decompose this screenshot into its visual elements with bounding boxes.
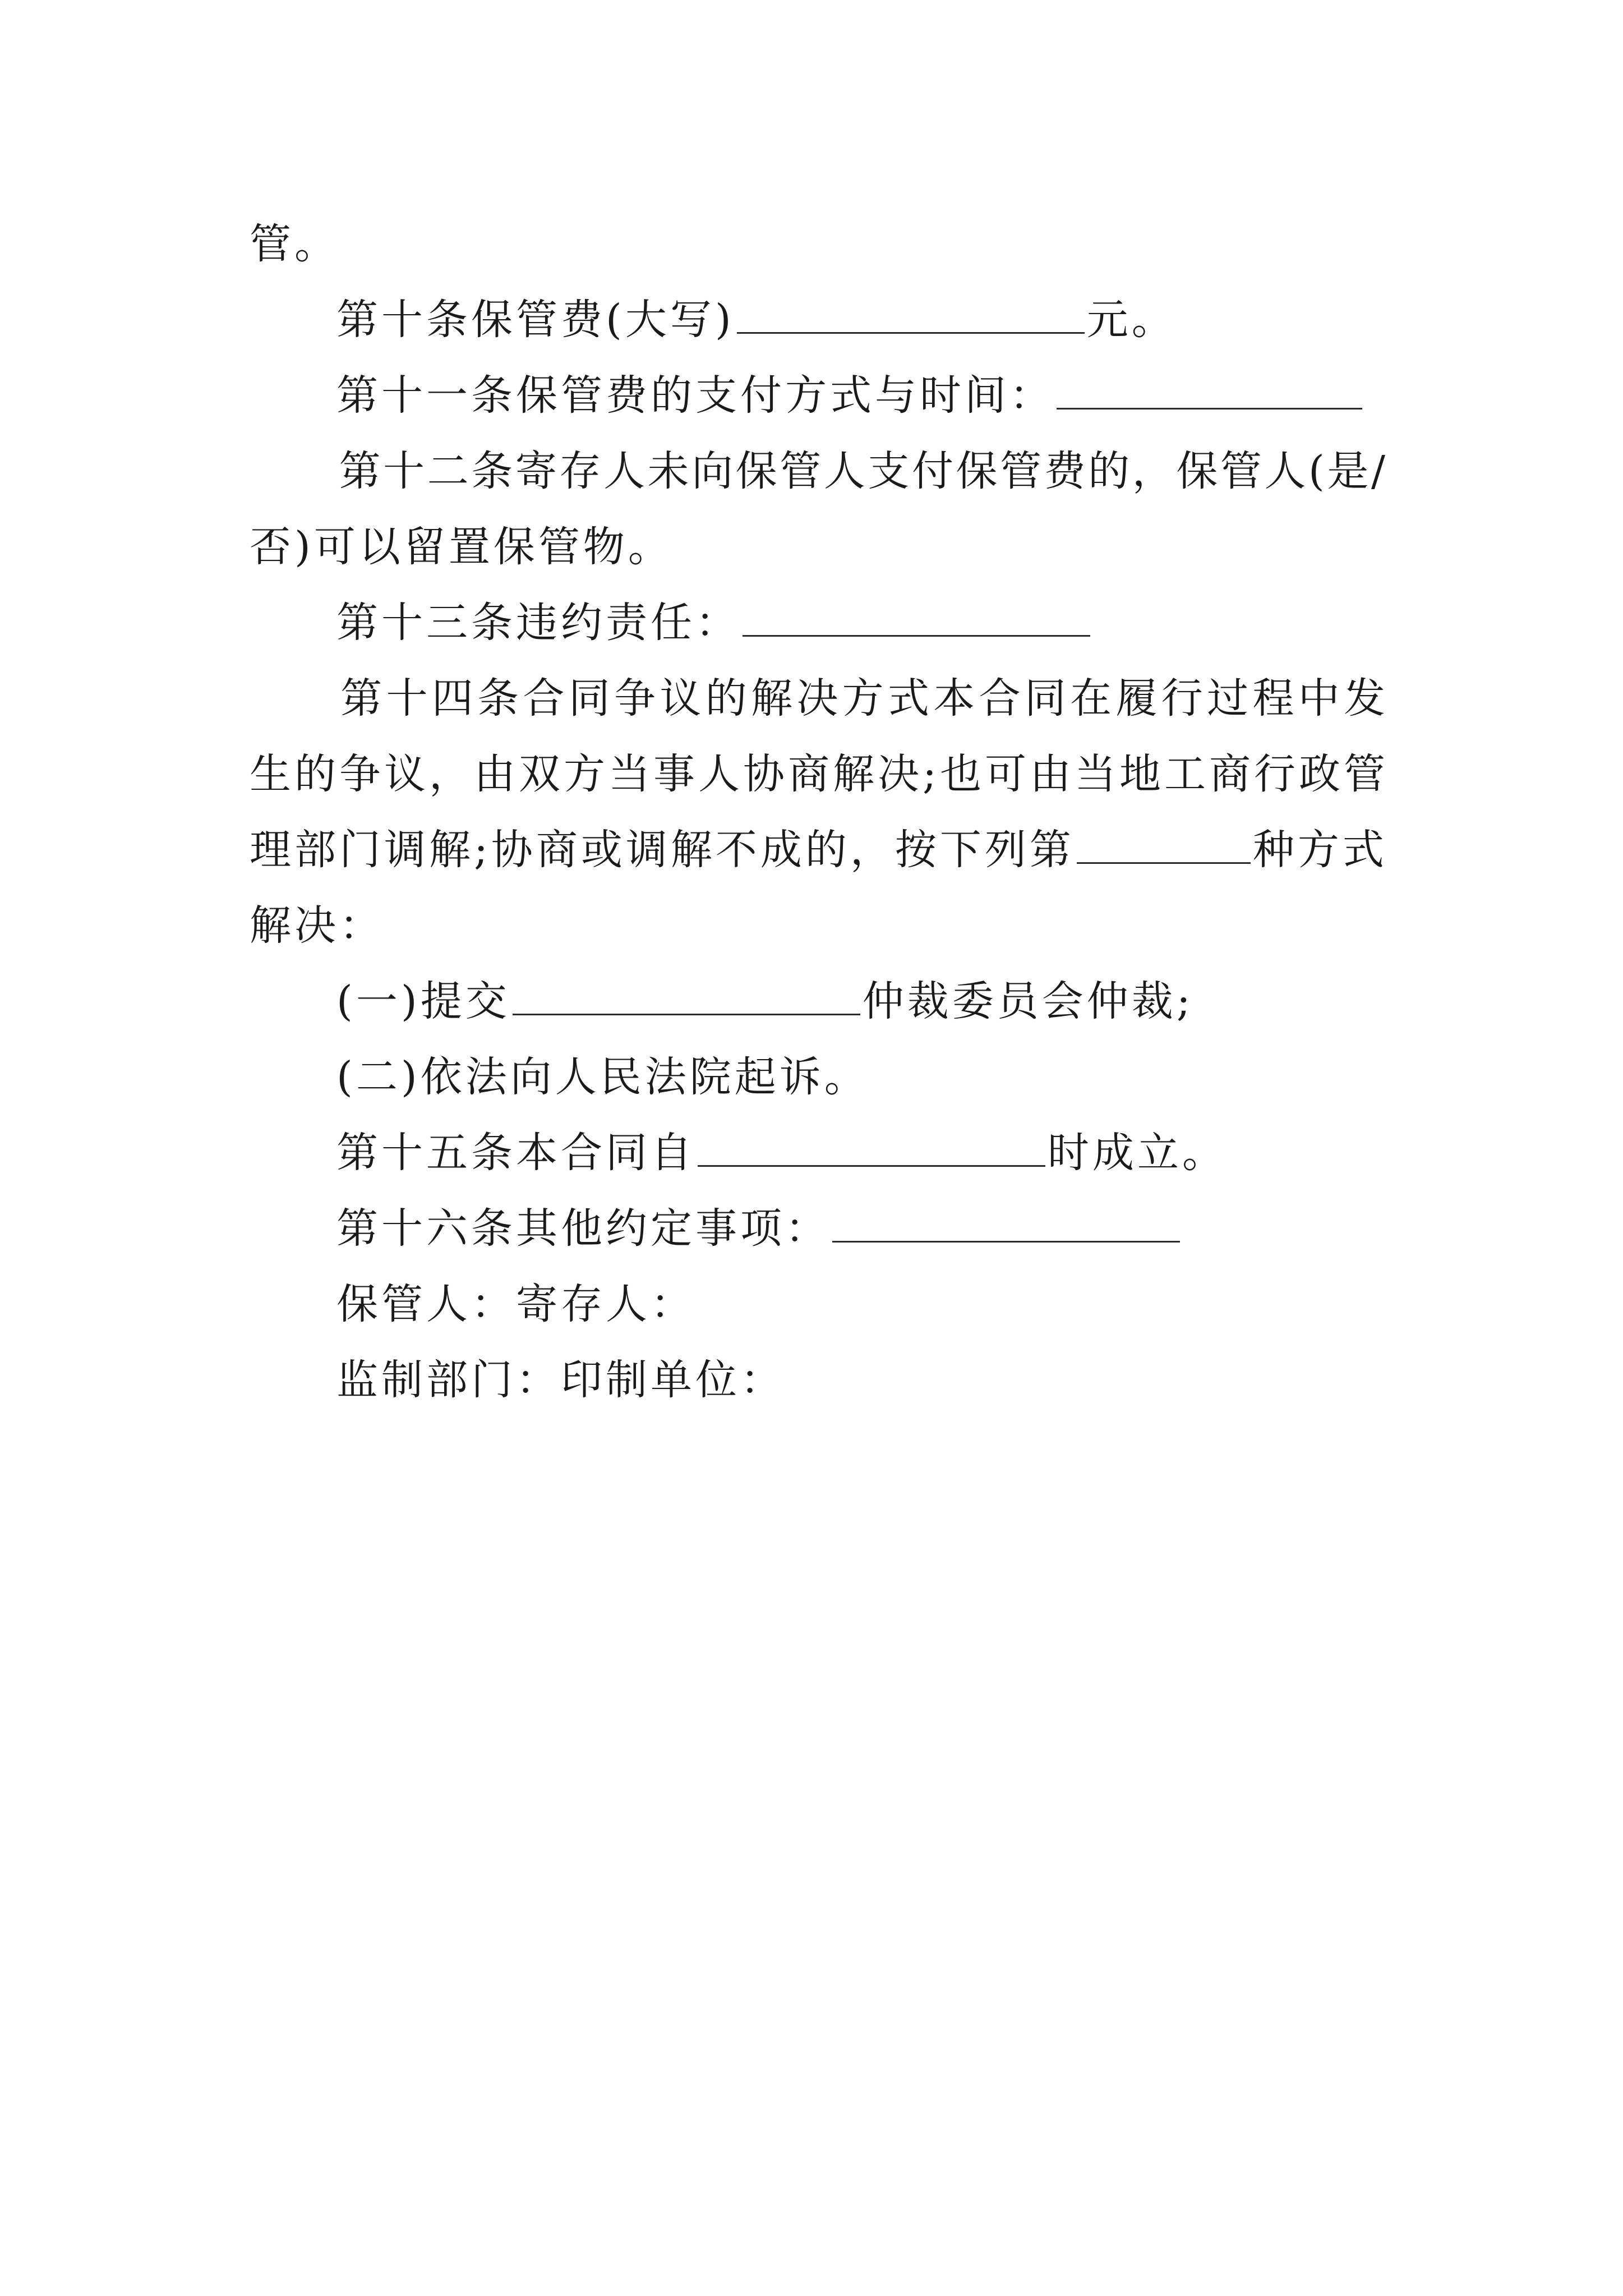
article-14-line1: [250, 670, 1385, 726]
storage-fee-blank[interactable]: [737, 292, 1085, 334]
article-14-text: 第十四条合同争议的解决方式本合同在履行过程中发: [336, 674, 1385, 723]
article-11-label: 第十一条保管费的支付方式与时间：: [336, 371, 1054, 420]
article-14-text-cont3: 种方式: [1252, 826, 1387, 874]
supervision-info-text: 监制部门：印制单位：: [336, 1356, 785, 1404]
article-14-line3: [250, 822, 1387, 878]
article-14-line2: [250, 746, 1385, 802]
article-10-label: 第十条保管费(大写): [336, 296, 735, 344]
article-10: [336, 292, 1177, 348]
article-16: [336, 1200, 1182, 1257]
article-10-suffix: 元。: [1086, 296, 1177, 344]
option-1-suffix: 仲裁委员会仲裁;: [862, 977, 1194, 1025]
article-14-text-cont2: 理部门调解;协商或调解不成的，按下列第: [250, 826, 1075, 874]
arbitration-committee-blank[interactable]: [513, 973, 860, 1015]
breach-liability-blank[interactable]: [743, 595, 1090, 637]
article-15: [336, 1125, 1227, 1181]
article-12-line1: [250, 443, 1385, 499]
article-12-text: 第十二条寄存人未向保管人支付保管费的，保管人(是/: [336, 447, 1385, 495]
article-15-label: 第十五条本合同自: [336, 1129, 695, 1177]
dispute-option-blank[interactable]: [1077, 822, 1251, 864]
article-14-text-cont1: 生的争议，由双方当事人协商解决;也可由当地工商行政管: [250, 750, 1385, 798]
article-14-text-cont4: 解决：: [250, 901, 384, 950]
other-matters-blank[interactable]: [832, 1200, 1180, 1243]
article-16-label: 第十六条其他约定事项：: [336, 1204, 830, 1253]
signature-parties-text: 保管人：寄存人：: [336, 1280, 695, 1328]
option-2: [336, 1049, 869, 1105]
article-11: [336, 367, 1364, 424]
payment-method-blank[interactable]: [1057, 367, 1362, 409]
continuation-text: 管。: [250, 220, 339, 268]
article-13: [336, 595, 1092, 651]
article-14-line4: [250, 898, 384, 954]
article-12-line2: [250, 519, 673, 575]
article-12-text-cont: 否)可以留置保管物。: [250, 523, 673, 571]
continuation-line: [250, 216, 339, 272]
article-13-label: 第十三条违约责任：: [336, 599, 740, 647]
option-1-label: (一)提交: [336, 977, 510, 1025]
supervision-info: [336, 1352, 785, 1408]
effective-time-blank[interactable]: [698, 1125, 1045, 1167]
option-1: [336, 973, 1194, 1029]
article-15-suffix: 时成立。: [1048, 1129, 1227, 1177]
signature-parties: [336, 1276, 695, 1332]
option-2-text: (二)依法向人民法院起诉。: [336, 1053, 869, 1101]
